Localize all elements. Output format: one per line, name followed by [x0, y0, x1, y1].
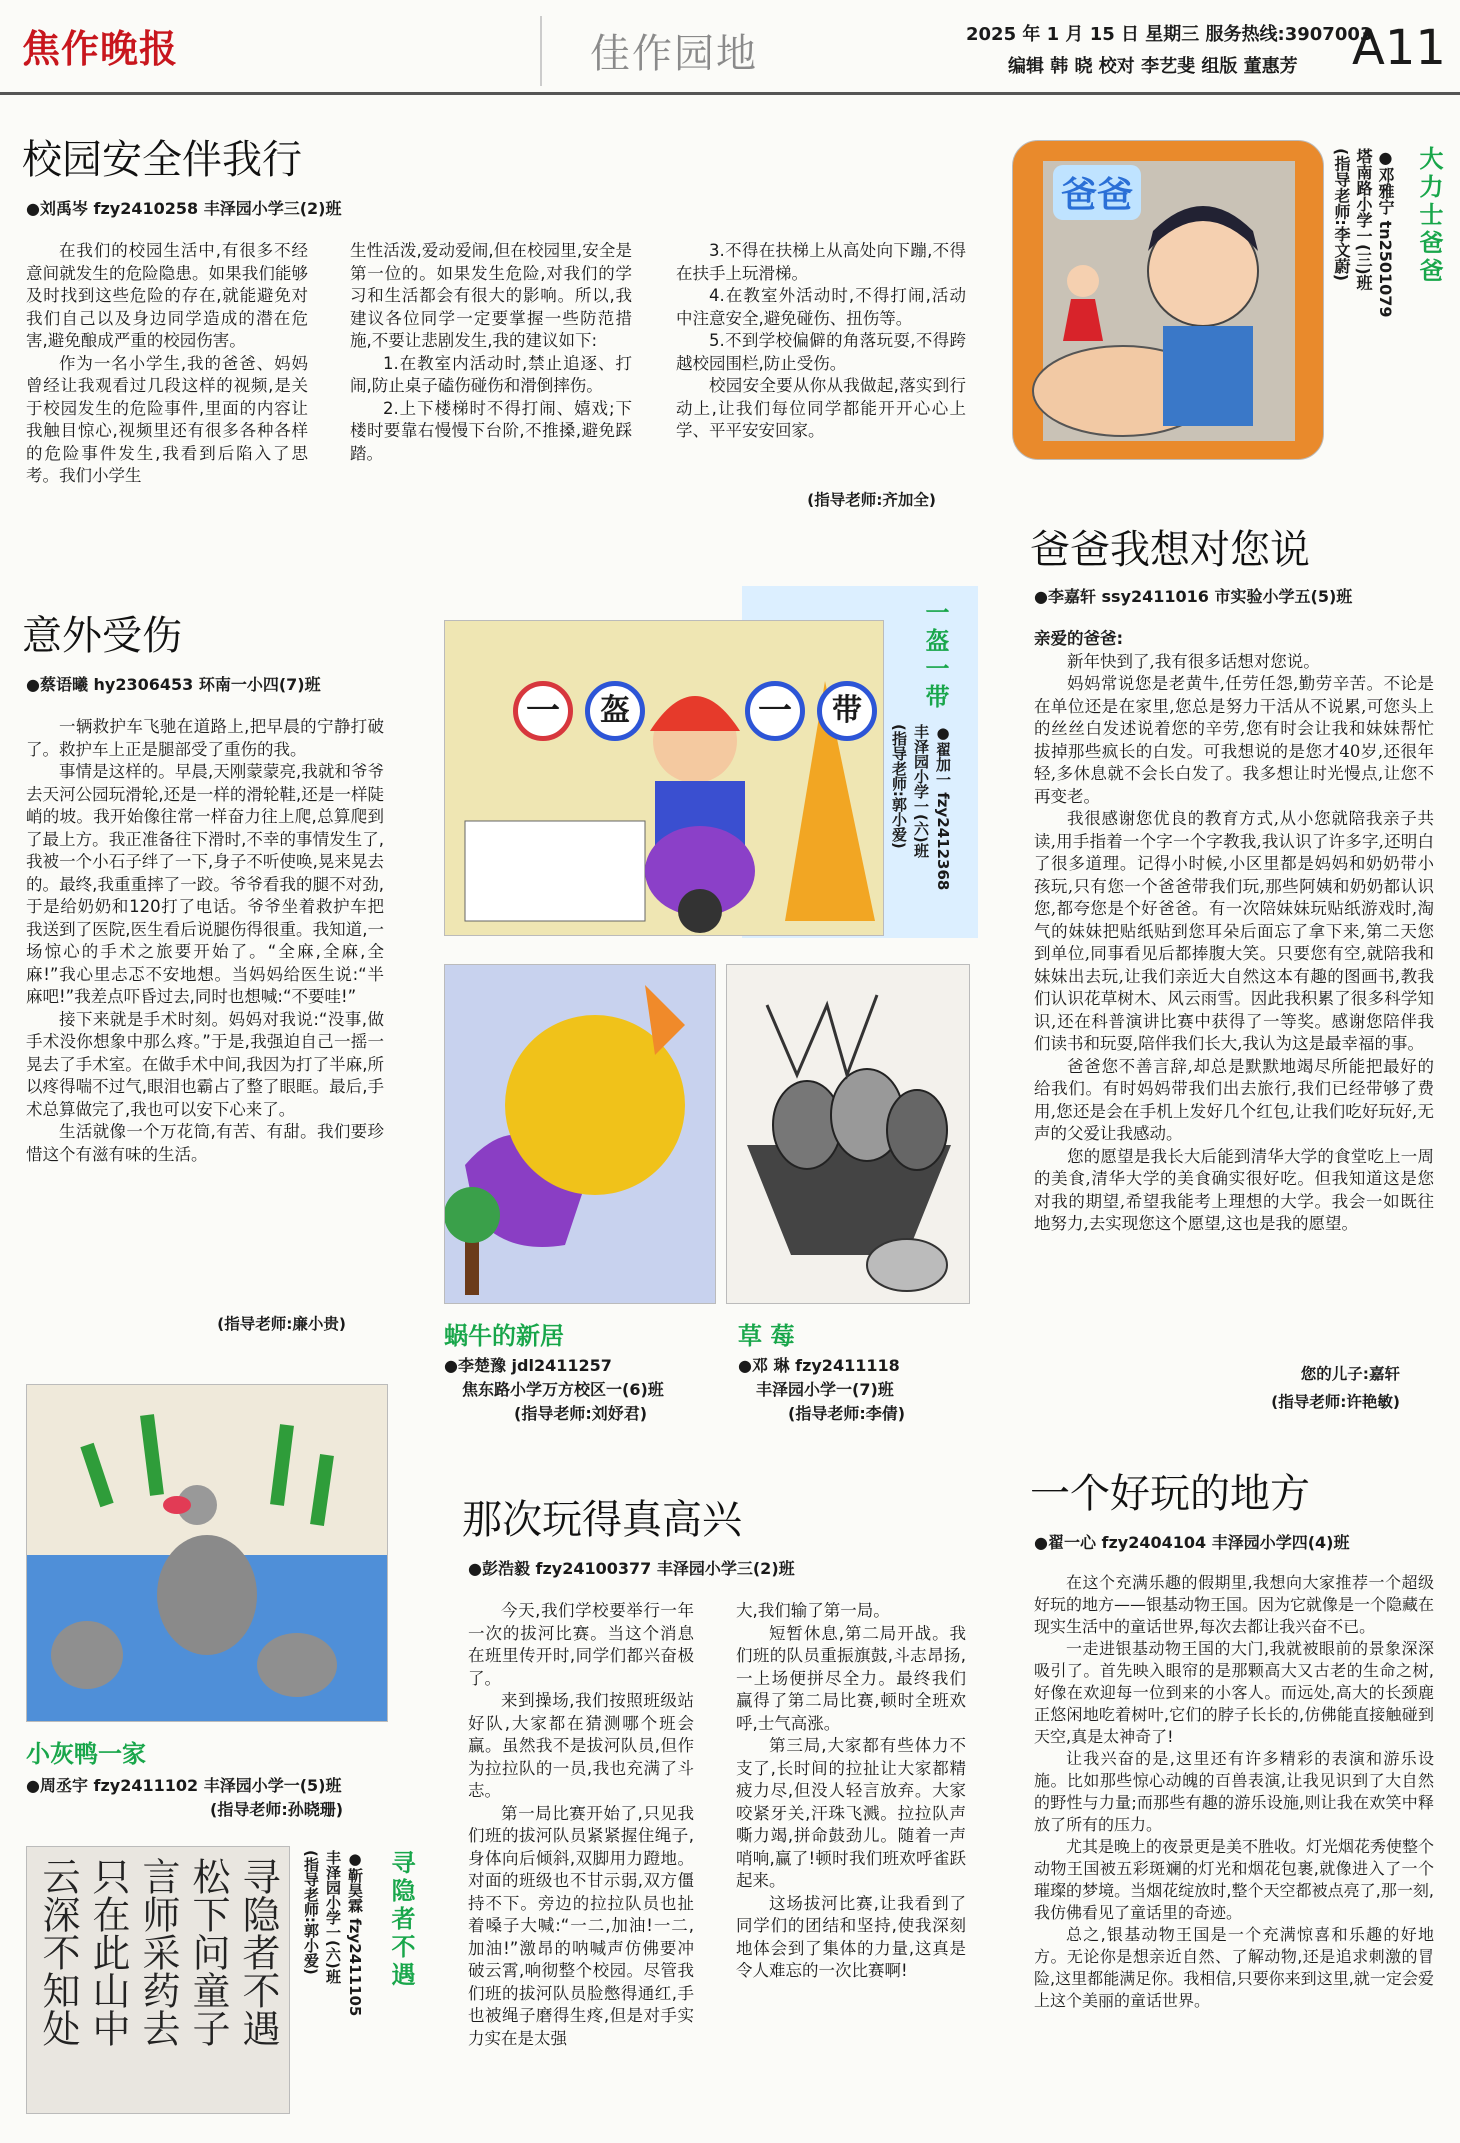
article-body-col1	[26, 240, 308, 488]
article-byline-fun-place: ●翟一心 fzy2404104 丰泽园小学四(4)班	[1034, 1533, 1350, 1552]
article-byline-dad: ●李嘉轩 ssy2411016 市实验小学五(5)班	[1034, 587, 1353, 606]
paragraph: 今天,我们学校要举行一年一次的拔河比赛。当这个消息在班里传开时,同学们都兴奋极了。	[468, 1601, 694, 1688]
school-line: 丰泽园小学一(六)班	[912, 724, 930, 858]
signoff: 您的儿子:嘉轩	[1300, 1365, 1400, 1383]
paragraph: 在这个充满乐趣的假期里,我想向大家推荐一个超级好玩的地方——银基动物王国。因为它就像是一个隐藏在现实生活中的童话世界,每次去都让我兴奋不已。	[1034, 1573, 1435, 1636]
paragraph: 爸爸您不善言辞,却总是默默地竭尽所能把最好的给我们。有时妈妈带我们出去旅行,我们已经带够了费用,您还是会在手机上发好几个红包,让我们吃好玩好,无声的父爱让我感动。	[1034, 1056, 1434, 1143]
paragraph: 您的愿望是我长大后能到清华大学的食堂吃上一周的美食,清华大学的美食确实很好吃。但我知道这是您对我的期望,希望我能考上理想的大学。我会一如既往地努力,去实现您这个愿望,这也是我的愿望。	[1034, 1146, 1434, 1233]
poem-column: 寻隐者不遇	[236, 1857, 280, 2047]
school-line: 焦东路小学万方校区一(6)班	[462, 1380, 664, 1399]
paragraph: 总之,银基动物王国是一个充满惊喜和乐趣的好地方。无论你是想亲近自然、了解动物,还是追求刺激的冒险,这里都能满足你。我相信,只要你来到这里,就一定会爱上这个美丽的童话世界。	[1034, 1925, 1434, 2010]
article-title-accident: 意外受伤	[22, 613, 182, 659]
dad-drawing-label: 爸爸	[1053, 165, 1141, 220]
caption-poem: 寻隐者不遇	[387, 1850, 415, 1990]
duck-drawing	[26, 1384, 388, 1722]
teacher-line: (指导老师:郭小爱)	[890, 724, 908, 849]
author-line: ●李楚豫 jdl2411257	[444, 1356, 612, 1375]
salutation: 亲爱的爸爸:	[1034, 629, 1124, 648]
paragraph: 2.上下楼梯时不得打闹、嬉戏;下楼时要靠右慢慢下台阶,不推搡,避免踩踏。	[350, 398, 632, 463]
paragraph: 5.不到学校偏僻的角落玩耍,不得跨越校园围栏,防止受伤。	[676, 331, 966, 373]
article-byline-tug-of-war: ●彭浩毅 fzy24100377 丰泽园小学三(2)班	[468, 1559, 795, 1578]
paragraph: 3.不得在扶梯上从高处向下蹦,不得在扶手上玩滑梯。	[676, 241, 966, 283]
paragraph: 第三局,大家都有些体力不支了,长时间的拉扯让大家都精疲力尽,但没人轻言放弃。大家咬紧牙关,汗珠飞溅。拉拉队声嘶力竭,拼命鼓劲儿。随着一声哨响,赢了!顿时我们班欢呼雀跃起来。	[736, 1736, 966, 1890]
article-body-fun-place	[1034, 1572, 1434, 2012]
caption-duck: 小灰鸭一家	[26, 1740, 146, 1768]
paragraph: 接下来就是手术时刻。妈妈对我说:“没事,做手术没你想象中那么疼。”于是,我强迫自己一摇一晃去了手术室。在做手术中间,我因为打了半麻,所以疼得喘不过气,眼泪也霸占了整了眼眶。最后,手术总算做完了,我也可以安下心来了。	[26, 1009, 384, 1119]
school-line: 丰泽园小学一(7)班	[756, 1380, 894, 1399]
article-byline-accident: ●蔡语曦 hy2306453 环南一小四(7)班	[26, 675, 321, 694]
paragraph: 生活就像一个万花筒,有苦、有甜。我们要珍惜这个有滋有味的生活。	[26, 1122, 384, 1164]
teacher-line: (指导老师:李倩)	[788, 1404, 906, 1423]
helmet-sign-3: 一	[745, 681, 805, 741]
article-title-tug-of-war: 那次玩得真高兴	[462, 1497, 742, 1543]
paragraph: 妈妈常说您是老黄牛,任劳任怨,勤劳辛苦。不论是在单位还是在家里,您总是努力干活从不说累,可您头上的丝丝白发述说着您的辛劳,您有时会让我和妹妹帮忙拔掉那些疯长的白发。可我想说的是您才40岁,还很年轻,多休息就不会长白发了。我多想让时光慢点,让您不再变老。	[1034, 674, 1434, 806]
article-byline-campus-safety: ●刘禹岑 fzy2410258 丰泽园小学三(2)班	[26, 199, 342, 218]
poem-column: 松下问童子	[186, 1857, 230, 2047]
teacher-line: (指导老师:刘妤君)	[514, 1404, 648, 1423]
article-body-col1	[468, 1600, 694, 2050]
teacher-line: (指导老师:孙晓珊)	[210, 1800, 344, 1819]
paragraph: 校园安全要从你从我做起,落实到行动上,让我们每位同学都能开开心心上学、平平安安回家。	[676, 376, 966, 440]
paragraph: 一走进银基动物王国的大门,我就被眼前的景象深深吸引了。首先映入眼帘的是那颗高大又古老的生命之树,好像在欢迎每一位到来的小客人。而远处,高大的长颈鹿正悠闲地吃着树叶,它们的脖子长长的,仿佛能直接触碰到天空,真是太神奇了!	[1034, 1639, 1434, 1746]
teacher-credit: (指导老师:齐加全)	[807, 491, 936, 509]
author-line: ●靳昊霖 fzy2411105	[346, 1850, 364, 2017]
author-line: ●翟加一 fzy2412368	[934, 724, 952, 891]
poem-column: 只在此山中	[86, 1857, 130, 2047]
paragraph: 4.在教室外活动时,不得打闹,活动中注意安全,避免碰伤、扭伤等。	[676, 286, 966, 328]
poem-column: 言师采药去	[136, 1857, 180, 2047]
caption-poem-info	[300, 1850, 366, 2110]
snail-drawing	[444, 964, 716, 1304]
poem-calligraphy	[26, 1846, 290, 2114]
school-line: 丰泽园小学一(六)班	[324, 1850, 342, 1984]
paragraph: 新年快到了,我有很多话想对您说。	[1067, 651, 1320, 671]
poem-columns	[33, 1857, 283, 2107]
article-body-col2	[350, 240, 632, 465]
section-title: 佳作园地	[590, 31, 758, 77]
strawberry-drawing	[726, 964, 970, 1304]
helmet-drawing-art	[445, 621, 884, 936]
paragraph: 来到操场,我们按照班级站好队,大家都在猜测哪个班会赢。虽然我不是拔河队员,但作为拉拉队的一员,我也充满了斗志。	[468, 1691, 694, 1800]
teacher-line: (指导老师:郭小爱)	[302, 1850, 320, 1975]
article-body-accident	[26, 716, 384, 1166]
caption-helmet-info	[888, 724, 954, 924]
article-body-col3	[676, 240, 966, 443]
caption-strawberry: 草 莓	[738, 1322, 795, 1350]
caption-strawberry-info	[738, 1354, 905, 1426]
article-title-campus-safety: 校园安全伴我行	[22, 137, 302, 183]
helmet-sign-4: 带	[817, 681, 877, 741]
paragraph: 一辆救护车飞驰在道路上,把早晨的宁静打破了。救护车上正是腿部受了重伤的我。	[26, 717, 384, 759]
caption-snail-info	[444, 1354, 664, 1426]
teacher-credit: (指导老师:廉小贵)	[217, 1315, 346, 1333]
article-body-dad	[1034, 628, 1434, 1236]
paragraph: 让我兴奋的是,这里还有许多精彩的表演和游乐设施。比如那些惊心动魄的百兽表演,让我见识到了大自然的野性与力量;而那些有趣的游乐设施,则让我在欢笑中释放了所有的压力。	[1034, 1749, 1434, 1834]
article-body-col2	[736, 1600, 966, 1983]
paragraph: 尤其是晚上的夜景更是美不胜收。灯光烟花秀使整个动物王国被五彩斑斓的灯光和烟花包裹,就像进入了一个璀璨的梦境。当烟花绽放时,整个天空都被点亮了,那一刻,我仿佛看见了童话里的奇迹。	[1034, 1837, 1435, 1922]
helmet-sign-2: 盔	[585, 681, 645, 741]
paragraph: 作为一名小学生,我的爸爸、妈妈曾经让我观看过几段这样的视频,是关于校园发生的危险事件,里面的内容让我触目惊心,视频里还有很多各种各样的危险事件发生,我看到后陷入了思考。我们小学生	[26, 353, 308, 485]
snail-drawing-art	[445, 965, 716, 1304]
author-line: ●邓 琳 fzy2411118	[738, 1356, 900, 1375]
masthead: 焦作晚报	[22, 26, 179, 71]
helmet-drawing	[444, 620, 884, 936]
paragraph: 我很感谢您优良的教育方式,从小您就陪我亲子共读,用手指着一个字一个字教我,我认识了许多字,还明白了很多道理。记得小时候,小区里都是妈妈和奶奶带小孩玩,只有您一个爸爸带我们玩,那些阿姨和奶奶都认识您,都夸您是个好爸爸。有一次陪妹妹玩贴纸游戏时,淘气的妹妹把贴纸贴到您耳朵后面忘了拿下来,第二天您到单位,同事看见后都捧腹大笑。只要您有空,就陪我和妹妹出去玩,让我们亲近大自然这本有趣的图画书,教我们认识花草树木、风云雨雪。因此我积累了很多科学知识,还在科普演讲比赛中获得了一等奖。感谢您陪伴我们读书和玩耍,陪伴我们长大,我认为这是最幸福的事。	[1034, 809, 1434, 1053]
paragraph: 事情是这样的。早晨,天刚蒙蒙亮,我就和爷爷去天河公园玩滑轮,还是一样的滑轮鞋,还是一样陡峭的坡。我开始像往常一样奋力往上爬,总算爬到了最上方。我正准备往下滑时,不幸的事情发生了,我被一个小石子绊了一下,身子不听使唤,晃来晃去的。最终,我重重摔了一跤。爷爷看我的腿不对劲,于是给奶奶和120打了电话。爷爷坐着救护车把我送到了医院,医生看后说腿伤得很重。我知道,一场惊心的手术之旅要开始了。“全麻,全麻,全麻!”我心里忐忑不安地想。当妈妈给医生说:“半麻吧!”我差点吓昏过去,同时也想喊:“不要哇!”	[26, 762, 384, 1006]
page-number: A11	[1352, 20, 1446, 76]
article-title-dad: 爸爸我想对您说	[1030, 527, 1310, 573]
strawberry-drawing-art	[727, 965, 970, 1304]
caption-helmet: 一盔一带	[921, 600, 949, 712]
caption-dad-info	[1330, 148, 1396, 448]
school-line: 塔南路小学一(三)班	[1354, 148, 1373, 291]
author-line: ●邓雅宁 tn2501079	[1376, 148, 1395, 318]
paragraph: 第一局比赛开始了,只见我们班的拔河队员紧紧握住绳子,身体向后倾斜,双脚用力蹬地。对面的班级也不甘示弱,双方僵持不下。旁边的拉拉队员也扯着嗓子大喊:“一二,加油!一二,加油!”激昂的呐喊声仿佛要冲破云霄,响彻整个校园。尽管我们班的拔河队员脸憋得通红,手也被绳子磨得生疼,但是对手实力实在是太强	[468, 1803, 694, 2048]
caption-duck-info	[26, 1774, 343, 1822]
paragraph: 这场拔河比赛,让我看到了同学们的团结和坚持,使我深刻地体会到了集体的力量,这真是令人难忘的一次比赛啊!	[736, 1893, 966, 1980]
staff-line: 编辑 韩 晓 校对 李艺斐 组版 董惠芳	[1008, 56, 1298, 77]
poem-column: 云深不知处	[36, 1857, 80, 2047]
author-line: ●周丞宇 fzy2411102 丰泽园小学一(5)班	[26, 1776, 342, 1795]
date-line: 2025 年 1 月 15 日 星期三 服务热线:3907003	[966, 24, 1373, 45]
teacher-credit: (指导老师:许艳敏)	[1271, 1393, 1400, 1411]
paragraph: 大,我们输了第一局。	[736, 1601, 890, 1620]
helmet-sign-1: 一	[513, 681, 573, 741]
teacher-line: (指导老师:李文蔚)	[1332, 148, 1351, 282]
paragraph: 在我们的校园生活中,有很多不经意间就发生的危险隐患。如果我们能够及时找到这些危险的存在,就能避免对我们自己以及身边同学造成的潜在危害,避免酿成严重的校园伤害。	[26, 241, 308, 350]
caption-snail: 蜗牛的新居	[444, 1322, 564, 1350]
dad-drawing	[1012, 140, 1324, 460]
article-title-fun-place: 一个好玩的地方	[1030, 1471, 1310, 1517]
paragraph: 生性活泼,爱动爱闹,但在校园里,安全是第一位的。如果发生危险,对我们的学习和生活都会有很大的影响。所以,我建议各位同学一定要掌握一些防范措施,不要让悲剧发生,我的建议如下:	[350, 241, 632, 350]
caption-dad: 大力士爸爸	[1415, 146, 1443, 286]
paragraph: 短暂休息,第二局开战。我们班的队员重振旗鼓,斗志昂扬,一上场便拼尽全力。最终我们赢得了第二局比赛,顿时全班欢呼,士气高涨。	[736, 1623, 966, 1733]
header-divider	[540, 16, 542, 86]
header-rule	[0, 92, 1460, 95]
paragraph: 1.在教室内活动时,禁止追逐、打闹,防止桌子磕伤碰伤和滑倒摔伤。	[350, 353, 632, 395]
duck-drawing-art	[27, 1385, 388, 1722]
